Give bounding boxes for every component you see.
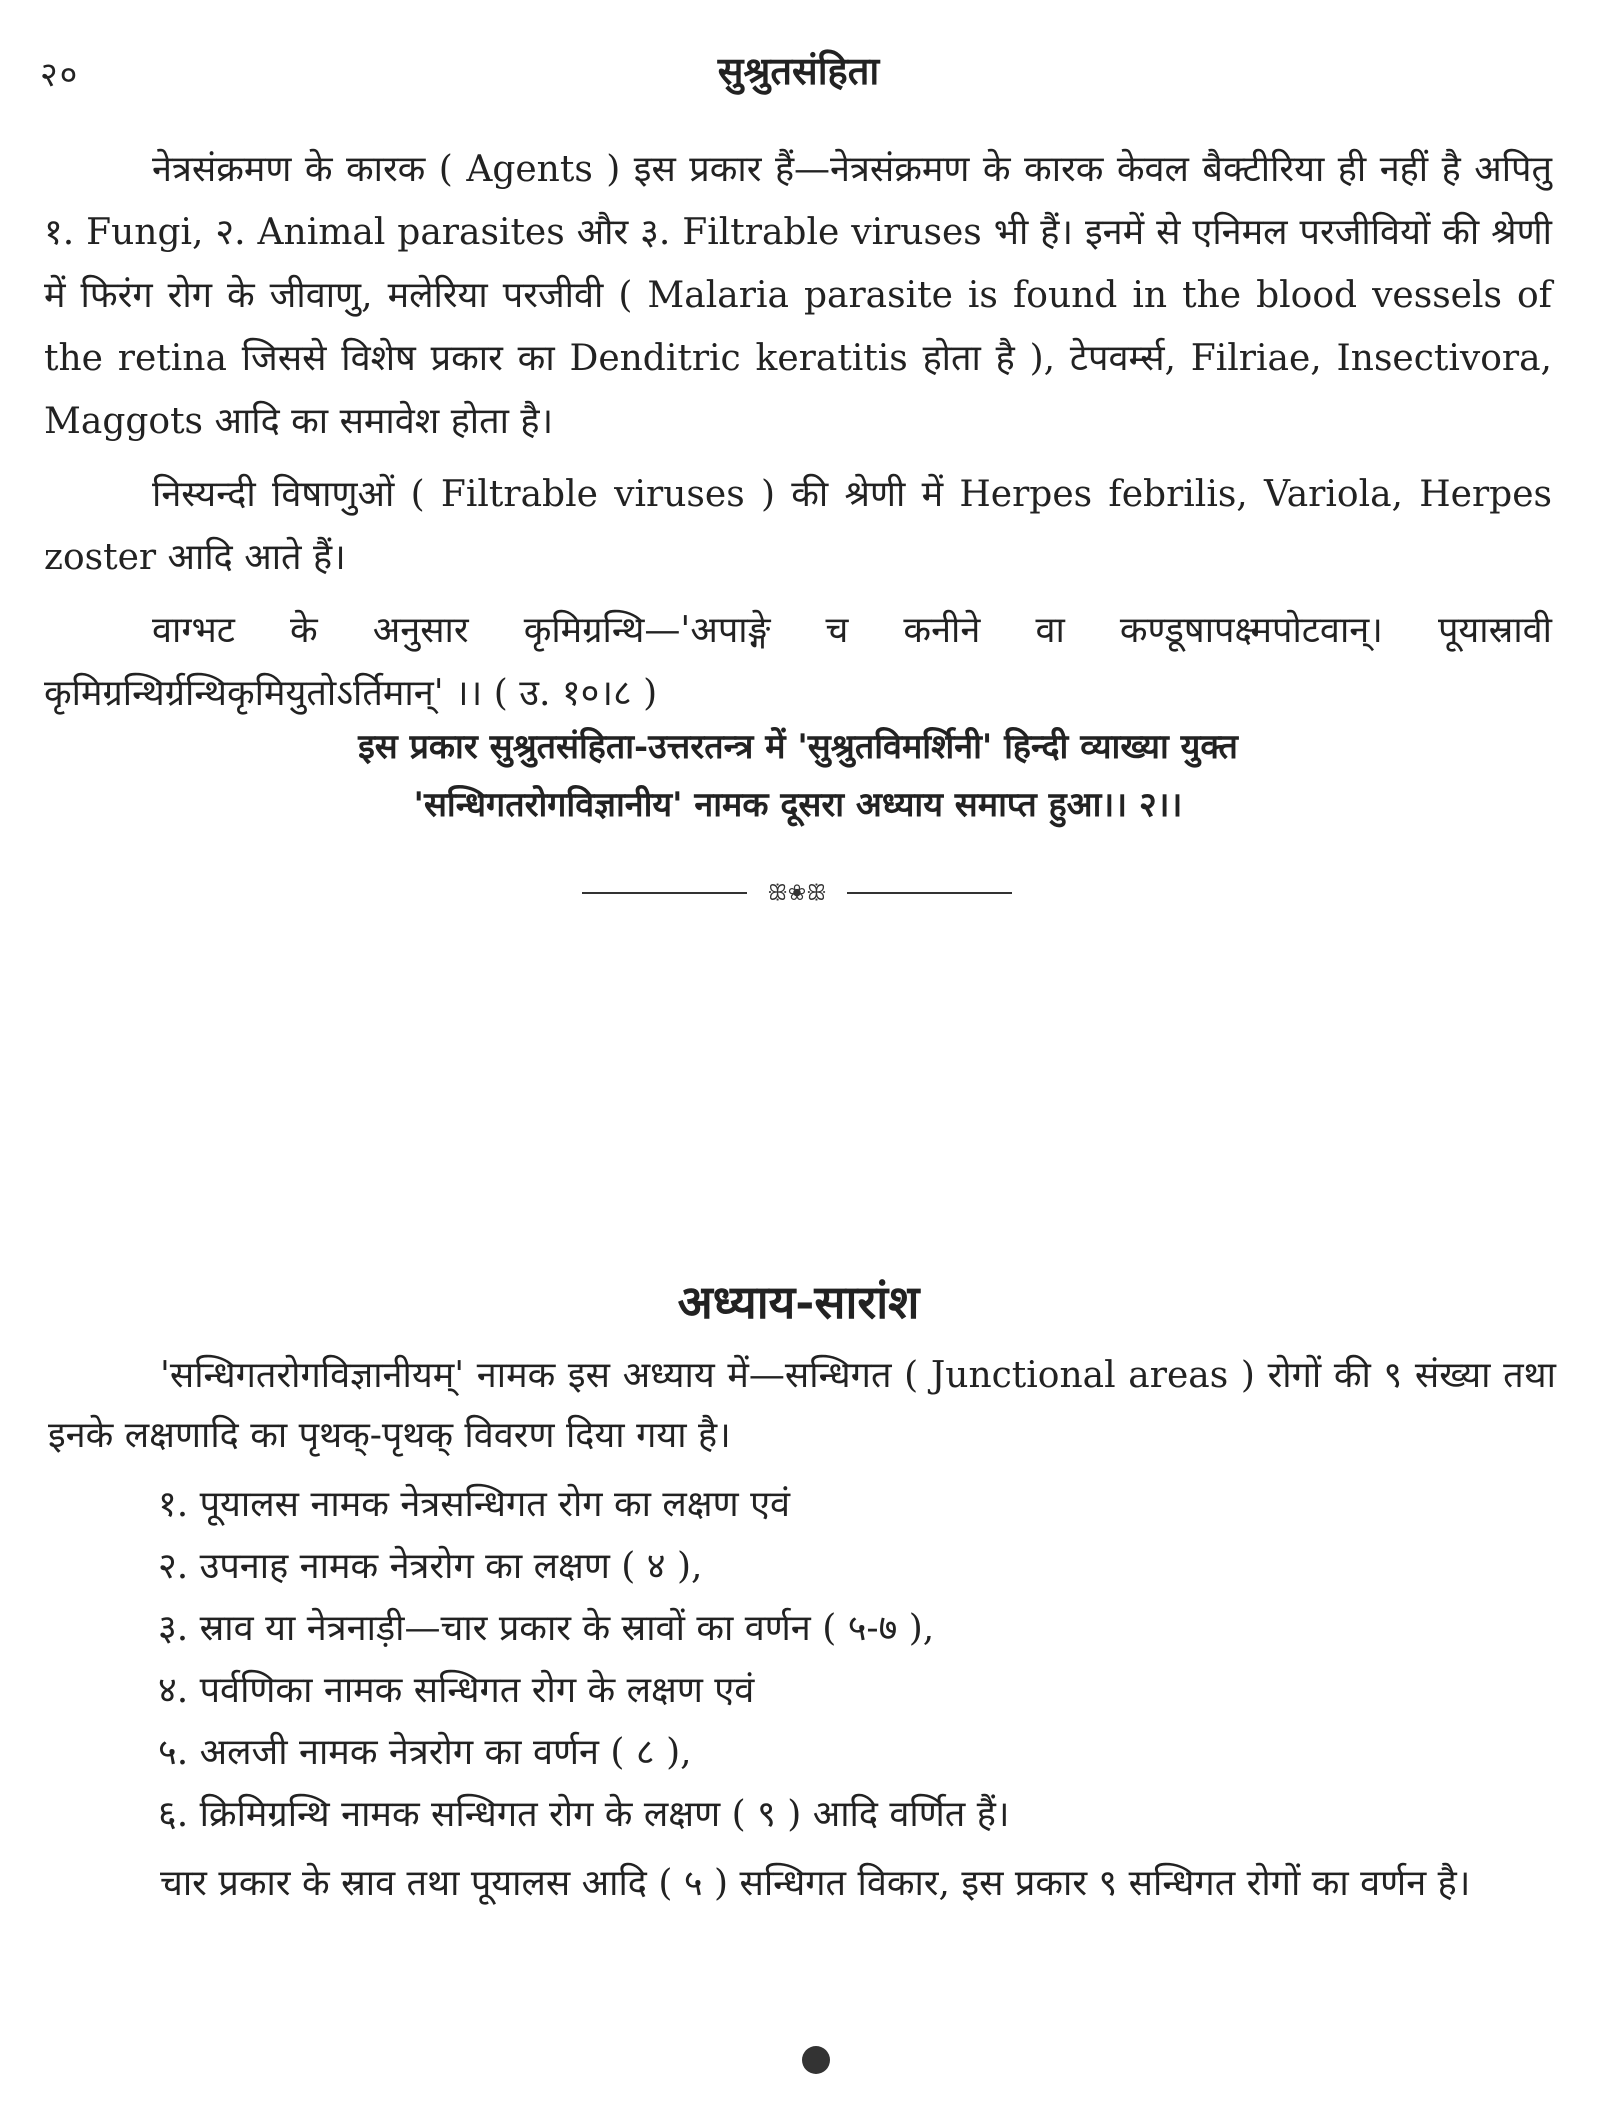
chapter-colophon (44, 718, 1552, 834)
book-title: सुश्रुतसंहिता (717, 48, 880, 93)
ornamental-divider (582, 878, 1012, 908)
summary-conclusion: चार प्रकार के स्राव तथा पूयालस आदि ( ५ ) सन्धिगत विकार, इस प्रकार ९ सन्धिगत रोगों का वर्णन है। (160, 1863, 1471, 1904)
divider-ornament: ꕥ❀ꕥ (767, 881, 827, 906)
summary-list (48, 1474, 1556, 1846)
page-end-dot (802, 2046, 830, 2074)
list-item: ३. स्राव या नेत्रनाड़ी—चार प्रकार के स्रावों का वर्णन ( ५-७ ), (158, 1608, 935, 1649)
paragraph-agents: नेत्रसंक्रमण के कारक ( Agents ) इस प्रकार हैं—नेत्रसंक्रमण के कारक केवल बैक्टीरिया ही नहीं है अपितु १. Fungi, २. Animal parasites और ३. Filtrable viruses भी हैं। इनमें से एनिमल परजीवियों की श्रेणी में फिरंग रोग के जीवाणु, मलेरिया परजीवी ( Malaria parasite is found in the blood vessels of the retina जिससे विशेष प्रकार का Denditric keratitis होता है ), टेपवर्म्स, Filriae, Insectivora, Maggots आदि का समावेश होता है। (44, 149, 1552, 442)
paragraph-vagbhata: वाग्भट के अनुसार कृमिग्रन्थि—'अपाङ्गे च कनीने वा कण्डूषापक्ष्मपोटवान्। पूयास्रावी कृमिग्रन्थिर्ग्रन्थिकृमियुतोऽर्तिमान्' ।। ( उ. १०।८ ) (44, 610, 1552, 714)
colophon-line-2: 'सन्धिगतरोगविज्ञानीय' नामक दूसरा अध्याय समाप्त हुआ।। २।। (413, 785, 1183, 825)
running-header (40, 44, 1557, 94)
list-item: ६. क्रिमिग्रन्थि नामक सन्धिगत रोग के लक्षण ( ९ ) आदि वर्णित हैं। (158, 1794, 1010, 1835)
summary-heading: अध्याय-सारांश (677, 1275, 920, 1329)
colophon-line-1: इस प्रकार सुश्रुतसंहिता-उत्तरतन्त्र में 'सुश्रुतविमर्शिनी' हिन्दी व्याख्या युक्त (358, 727, 1238, 767)
chapter-summary (48, 1346, 1556, 1922)
list-item: ४. पर्वणिका नामक सन्धिगत रोग के लक्षण एवं (158, 1670, 755, 1711)
list-item: ५. अलजी नामक नेत्ररोग का वर्णन ( ८ ), (158, 1732, 692, 1773)
paragraph-viruses: निस्यन्दी विषाणुओं ( Filtrable viruses ) की श्रेणी में Herpes febrilis, Variola, Herpes zoster आदि आते हैं। (44, 474, 1552, 578)
page-number: २० (40, 55, 80, 95)
list-item: २. उपनाह नामक नेत्ररोग का लक्षण ( ४ ), (158, 1546, 703, 1587)
commentary-text (44, 138, 1552, 735)
list-item: १. पूयालस नामक नेत्रसन्धिगत रोग का लक्षण एवं (158, 1484, 791, 1525)
summary-intro: 'सन्धिगतरोगविज्ञानीयम्' नामक इस अध्याय में—सन्धिगत ( Junctional areas ) रोगों की ९ संख्या तथा इनके लक्षणादि का पृथक्-पृथक् विवरण दिया गया है। (48, 1355, 1556, 1456)
